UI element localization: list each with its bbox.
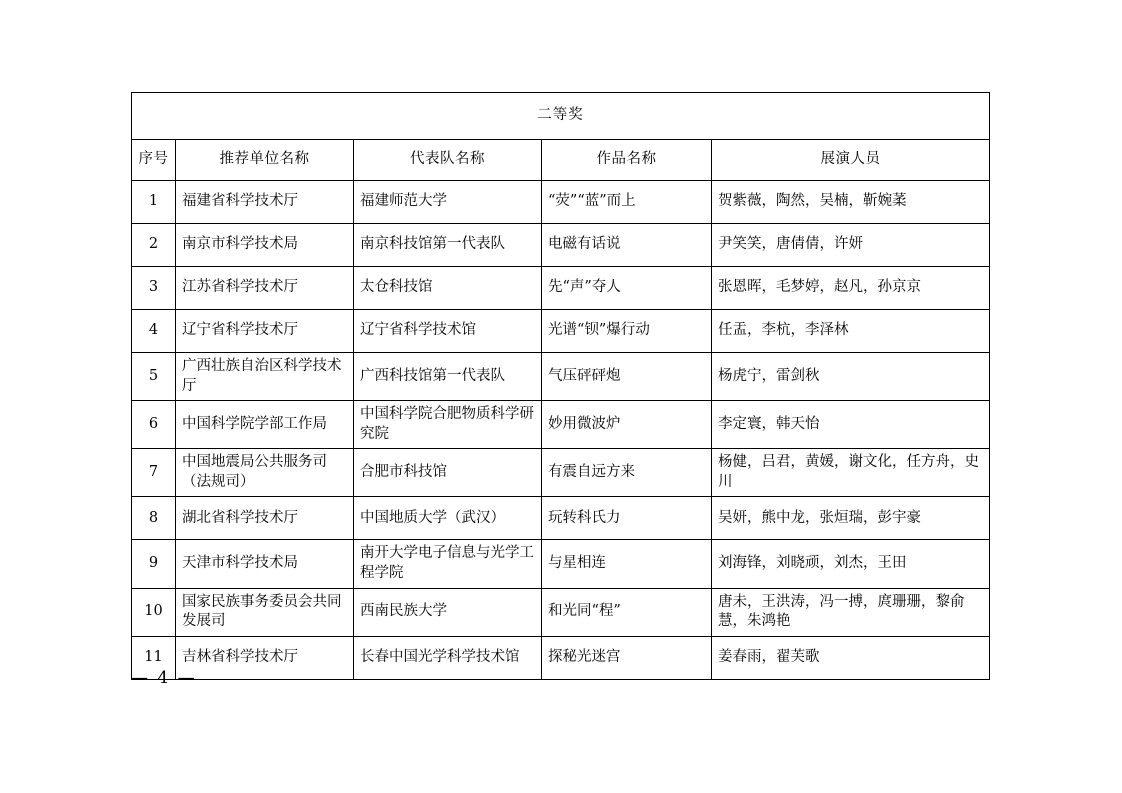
cell-unit: 南京市科学技术局 (176, 224, 354, 267)
table-row (132, 540, 990, 588)
cell-work: 和光同“程” (542, 588, 712, 636)
cell-team: 南京科技馆第一代表队 (354, 224, 542, 267)
table-row (132, 224, 990, 267)
cell-team: 广西科技馆第一代表队 (354, 353, 542, 401)
cell-team: 合肥市科技馆 (354, 449, 542, 497)
cell-people: 贺紫薇，陶然，吴楠，靳婉葇 (712, 181, 990, 224)
cell-people: 刘海锋，刘晓顽，刘杰，王田 (712, 540, 990, 588)
cell-people: 尹笑笑，唐倩倩，许妍 (712, 224, 990, 267)
cell-unit: 江苏省科学技术厅 (176, 267, 354, 310)
table-row (132, 310, 990, 353)
table-row (132, 497, 990, 540)
cell-index: 7 (132, 449, 176, 497)
cell-people: 杨虎宁，雷剑秋 (712, 353, 990, 401)
award-table-container (131, 92, 989, 680)
table-row (132, 181, 990, 224)
cell-people: 杨健，吕君，黄媛，谢文化，任方舟，史川 (712, 449, 990, 497)
cell-index: 4 (132, 310, 176, 353)
cell-people: 吴妍，熊中龙，张烜瑞，彭宇豪 (712, 497, 990, 540)
cell-team: 中国地质大学（武汉） (354, 497, 542, 540)
cell-team: 福建师范大学 (354, 181, 542, 224)
table-row (132, 401, 990, 449)
cell-team: 西南民族大学 (354, 588, 542, 636)
cell-index: 2 (132, 224, 176, 267)
cell-work: 气压砰砰炮 (542, 353, 712, 401)
cell-index: 9 (132, 540, 176, 588)
cell-unit: 辽宁省科学技术厅 (176, 310, 354, 353)
cell-team: 中国科学院合肥物质科学研究院 (354, 401, 542, 449)
column-header-work: 作品名称 (542, 140, 712, 181)
cell-unit: 广西壮族自治区科学技术厅 (176, 353, 354, 401)
cell-people: 姜春雨，翟芙歌 (712, 636, 990, 679)
column-header-unit: 推荐单位名称 (176, 140, 354, 181)
cell-work: 探秘光迷宫 (542, 636, 712, 679)
table-row (132, 588, 990, 636)
cell-index: 8 (132, 497, 176, 540)
cell-people: 任盂，李杭，李泽林 (712, 310, 990, 353)
table-row (132, 449, 990, 497)
table-title-row (132, 93, 990, 140)
cell-work: “荧”“蓝”而上 (542, 181, 712, 224)
cell-unit: 中国科学院学部工作局 (176, 401, 354, 449)
cell-work: 有震自远方来 (542, 449, 712, 497)
cell-people: 唐未，王洪涛，冯一搏，庹珊珊，黎俞慧，朱鸿艳 (712, 588, 990, 636)
table-header-row (132, 140, 990, 181)
cell-work: 玩转科氏力 (542, 497, 712, 540)
column-header-index: 序号 (132, 140, 176, 181)
cell-unit: 湖北省科学技术厅 (176, 497, 354, 540)
cell-team: 太仓科技馆 (354, 267, 542, 310)
cell-people: 张恩晖，毛梦婷，赵凡，孙京京 (712, 267, 990, 310)
cell-index: 5 (132, 353, 176, 401)
cell-unit: 国家民族事务委员会共同发展司 (176, 588, 354, 636)
cell-unit: 天津市科学技术局 (176, 540, 354, 588)
cell-work: 光谱“钡”爆行动 (542, 310, 712, 353)
cell-index: 11 (132, 636, 176, 679)
cell-work: 电磁有话说 (542, 224, 712, 267)
cell-index: 1 (132, 181, 176, 224)
cell-team: 南开大学电子信息与光学工程学院 (354, 540, 542, 588)
cell-people: 李定寰，韩天怡 (712, 401, 990, 449)
cell-unit: 吉林省科学技术厅 (176, 636, 354, 679)
cell-work: 与星相连 (542, 540, 712, 588)
table-row (132, 267, 990, 310)
table-row (132, 353, 990, 401)
cell-team: 长春中国光学科学技术馆 (354, 636, 542, 679)
table-title: 二等奖 (132, 93, 990, 140)
award-table (131, 92, 990, 680)
cell-unit: 中国地震局公共服务司（法规司） (176, 449, 354, 497)
cell-work: 先“声”夺人 (542, 267, 712, 310)
cell-index: 10 (132, 588, 176, 636)
cell-team: 辽宁省科学技术馆 (354, 310, 542, 353)
cell-index: 6 (132, 401, 176, 449)
cell-work: 妙用微波炉 (542, 401, 712, 449)
cell-index: 3 (132, 267, 176, 310)
column-header-team: 代表队名称 (354, 140, 542, 181)
column-header-people: 展演人员 (712, 140, 990, 181)
cell-unit: 福建省科学技术厅 (176, 181, 354, 224)
page-number: — 4 — (131, 668, 197, 688)
